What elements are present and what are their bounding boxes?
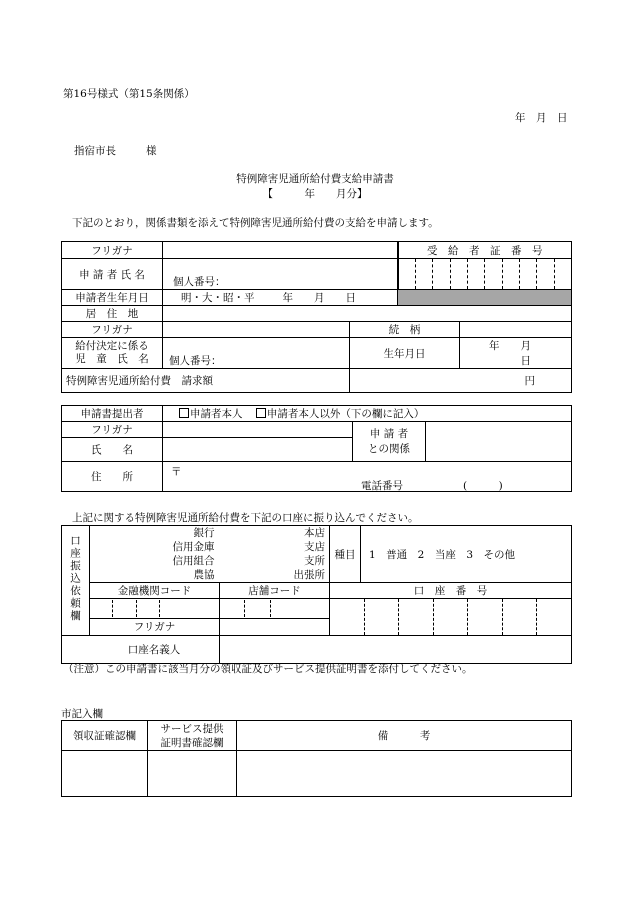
applicant-self-checkbox[interactable] — [179, 408, 189, 418]
branch-code-label: 店舗コード — [220, 583, 330, 599]
form-subtitle: 【 年 月分】 — [262, 188, 368, 200]
claim-label: 特例障害児通所給付費 請求額 — [62, 369, 350, 393]
holder-furigana-field[interactable] — [220, 618, 330, 635]
phone-paren: ( ) — [463, 480, 503, 492]
submitter-label: 申請書提出者 — [62, 406, 163, 422]
postal-mark: 〒 — [171, 466, 182, 478]
city-table — [61, 720, 572, 797]
applicant-table — [61, 241, 572, 393]
phone-label: 電話番号 — [361, 480, 403, 492]
account-holder-field[interactable] — [220, 636, 572, 664]
residence-field[interactable] — [163, 306, 572, 322]
applicant-birth-label: 申請者生年月日 — [62, 290, 163, 306]
applicant-name-label: 申 請 者 氏 名 — [62, 259, 163, 290]
furigana-field[interactable] — [163, 242, 398, 259]
account-type-label: 種目 — [330, 526, 361, 583]
account-type-options[interactable]: 1 普通 2 当座 3 その他 — [361, 526, 572, 583]
receipt-check-label: 領収証確認欄 — [62, 721, 148, 751]
submitter-name-label: 氏 名 — [62, 438, 163, 462]
furigana-label: フリガナ — [62, 242, 163, 259]
applicant-name-field[interactable]: 個人番号： — [163, 259, 398, 290]
submitter-address-field[interactable] — [163, 462, 572, 492]
submitter-name-field[interactable] — [163, 438, 353, 462]
branch-code-field[interactable] — [220, 599, 330, 619]
submitter-options: 申請者本人 申請者本人以外（下の欄に記入） — [163, 406, 572, 422]
date-line: 年 月 日 — [515, 112, 568, 124]
form-title: 特例障害児通所給付費支給申請書 — [236, 173, 394, 185]
applicant-birth-field[interactable]: 明・大・昭・平 年 月 日 — [163, 290, 398, 306]
account-number-label: 口 座 番 号 — [330, 583, 572, 599]
receipt-check-field[interactable] — [62, 751, 148, 797]
submitter-furigana-field[interactable] — [163, 422, 353, 438]
child-furigana-label: フリガナ — [62, 322, 163, 338]
remarks-field[interactable] — [237, 751, 572, 797]
child-furigana-field[interactable] — [163, 322, 350, 338]
submitter-furigana-label: フリガナ — [62, 422, 163, 438]
addressee: 指宿市長 様 — [74, 145, 157, 157]
bank-type-labels: 銀行 信用金庫 信用組合 農協 — [90, 526, 220, 583]
submitter-table — [61, 405, 572, 492]
child-name-field[interactable]: 個人番号： — [163, 338, 350, 369]
attachment-note: （注意）この申請書に該当月分の領収証及びサービス提供証明書を添付してください。 — [63, 663, 473, 675]
account-holder-label: 口座名義人 — [62, 636, 220, 664]
bank-code-field[interactable] — [90, 599, 220, 619]
remarks-label: 備 考 — [237, 721, 572, 751]
intro-text: 下記のとおり，関係書類を添えて特例障害児通所給付費の支給を申請します。 — [72, 217, 439, 229]
form-number: 第16号様式（第15条関係） — [63, 88, 195, 100]
child-birth-field[interactable]: 年 月 日 — [460, 338, 572, 369]
residence-label: 居 住 地 — [62, 306, 163, 322]
holder-furigana-label: フリガナ — [90, 618, 220, 635]
bank-side-label: 口座振込依頼欄 — [62, 526, 90, 636]
applicant-other-checkbox[interactable] — [256, 408, 266, 418]
child-name-label: 給付決定に係る 児 童 氏 名 — [62, 338, 163, 369]
account-number-field[interactable] — [330, 599, 572, 636]
recipient-number-field[interactable] — [398, 259, 572, 290]
claim-amount-field[interactable]: 円 — [350, 369, 572, 393]
submitter-address-label: 住 所 — [62, 462, 163, 492]
gray-cell — [398, 290, 572, 306]
recipient-number-label: 受 給 者 証 番 号 — [398, 242, 572, 259]
city-section-label: 市記入欄 — [61, 708, 103, 720]
transfer-note: 上記に関する特例障害児通所給付費を下記の口座に振り込んでください。 — [72, 512, 419, 524]
service-cert-check-field[interactable] — [148, 751, 237, 797]
child-birth-label: 生年月日 — [350, 338, 460, 369]
relation-label: 続 柄 — [350, 322, 460, 338]
branch-type-labels: 本店 支店 支所 出張所 — [220, 526, 330, 583]
relation-to-applicant-field[interactable] — [426, 422, 572, 462]
service-cert-check-label: サービス提供 証明書確認欄 — [148, 721, 237, 751]
relation-to-applicant-label: 申 請 者 との関係 — [353, 422, 426, 462]
relation-field[interactable] — [460, 322, 572, 338]
bank-code-label: 金融機関コード — [90, 583, 220, 599]
bank-table — [61, 525, 572, 664]
